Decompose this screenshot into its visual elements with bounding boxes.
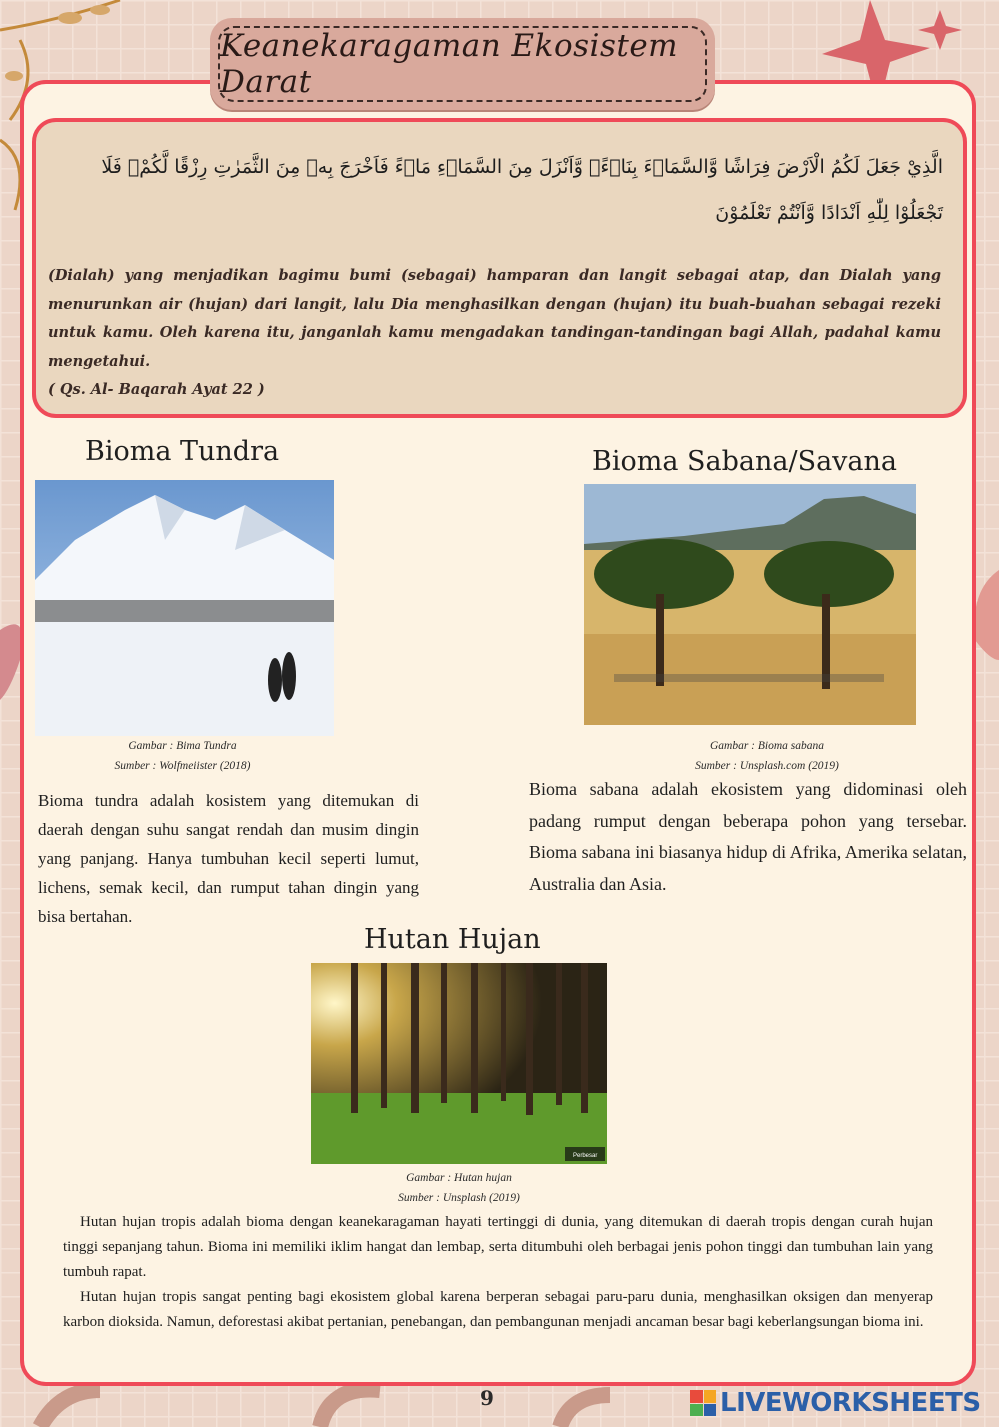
rainforest-caption-image: Gambar : Hutan hujan — [406, 1172, 512, 1184]
tundra-caption-image: Gambar : Bima Tundra — [128, 740, 237, 752]
savana-caption-image: Gambar : Bioma sabana — [709, 740, 825, 752]
rainforest-photo — [311, 963, 607, 1164]
liveworksheets-icon — [690, 1390, 716, 1416]
page-title: Keanekaragaman Ekosistem Darat — [220, 28, 679, 100]
quran-quote-box — [32, 118, 967, 418]
savana-caption — [584, 736, 950, 776]
savana-photo — [584, 484, 916, 725]
title-banner — [210, 18, 715, 110]
rainforest-paragraph-2: Hutan hujan tropis sangat penting bagi ekosistem global karena berperan sebagai paru-paru dunia, menghasilkan oksigen dan menyerap karbon dioksida. Namun, deforestasi akibat pertanian, penebangan, dan pembangunan menjadi ancaman besar bagi keberlangsungan bioma ini. — [63, 1289, 933, 1330]
translation-text: (Dialah) yang menjadikan bagimu bumi (sebagai) hamparan dan langit sebagai atap, dan Dialah yang menurunkan air (hujan) dari langit, lalu Dia menghasilkan dengan (hujan) itu buah-buahan sebagai rezeki untuk kamu. Oleh karena itu, janganlah kamu mengadakan tandingan-tandingan bagi Allah, padahal kamu mengetahui. — [48, 267, 941, 370]
verse-citation: ( Qs. Al- Baqarah Ayat 22 ) — [48, 381, 265, 398]
tundra-caption — [35, 736, 330, 776]
rainforest-caption — [311, 1168, 607, 1208]
rainforest-body — [63, 1210, 933, 1335]
rainforest-heading: Hutan Hujan — [364, 924, 541, 955]
savana-body: Bioma sabana adalah ekosistem yang didominasi oleh padang rumput dengan beberapa pohon yang tersebar. Bioma sabana ini biasanya hidup di Afrika, Amerika selatan, Australia dan Asia. — [529, 779, 967, 894]
tundra-body: Bioma tundra adalah kosistem yang ditemukan di daerah dengan suhu sangat rendah dan musim dingin yang panjang. Hanya tumbuhan kecil seperti lumut, lichens, semak kecil, dan rumput tahan dingin yang bisa bertahan. — [38, 791, 419, 926]
savana-heading: Bioma Sabana/Savana — [592, 446, 898, 477]
arabic-verse: الَّذِيْ جَعَلَ لَكُمُ الْاَرْضَ فِرَاشًا وَّالسَّمَاۤءَ بِنَاۤءًۖ وَّاَنْزَلَ مِنَ السَّمَاۤءِ مَاۤءً فَاَخْرَجَ بِهٖ مِنَ الثَّمَرٰتِ رِزْقًا لَّكُمْۚ فَلَا تَجْعَلُوْا لِلّٰهِ اَنْدَادًا وَّاَنْتُمْ تَعْلَمُوْنَ — [101, 156, 943, 224]
tundra-heading: Bioma Tundra — [85, 436, 280, 467]
rainforest-caption-source: Sumber : Unsplash (2019) — [398, 1192, 520, 1204]
brand-name: LIVEWORKSHEETS — [720, 1388, 981, 1418]
verse-translation — [48, 262, 941, 405]
tundra-caption-source: Sumber : Wolfmeiister (2018) — [114, 760, 251, 772]
photo-zoom-label[interactable]: Perbesar — [573, 1153, 598, 1159]
rainforest-paragraph-1: Hutan hujan tropis adalah bioma dengan keanekaragaman hayati tertinggi di dunia, yang ditemukan di daerah tropis dengan curah hujan tinggi sepanjang tahun. Bioma ini memiliki iklim hangat dan lembap, serta ditumbuhi oleh berbagai jenis pohon tinggi dan tumbuhan lain yang tumbuh rapat. — [63, 1214, 933, 1280]
liveworksheets-logo[interactable] — [690, 1388, 981, 1418]
savana-caption-source: Sumber : Unsplash.com (2019) — [695, 760, 839, 772]
page-number: 9 — [480, 1386, 494, 1410]
tundra-photo — [35, 480, 334, 736]
